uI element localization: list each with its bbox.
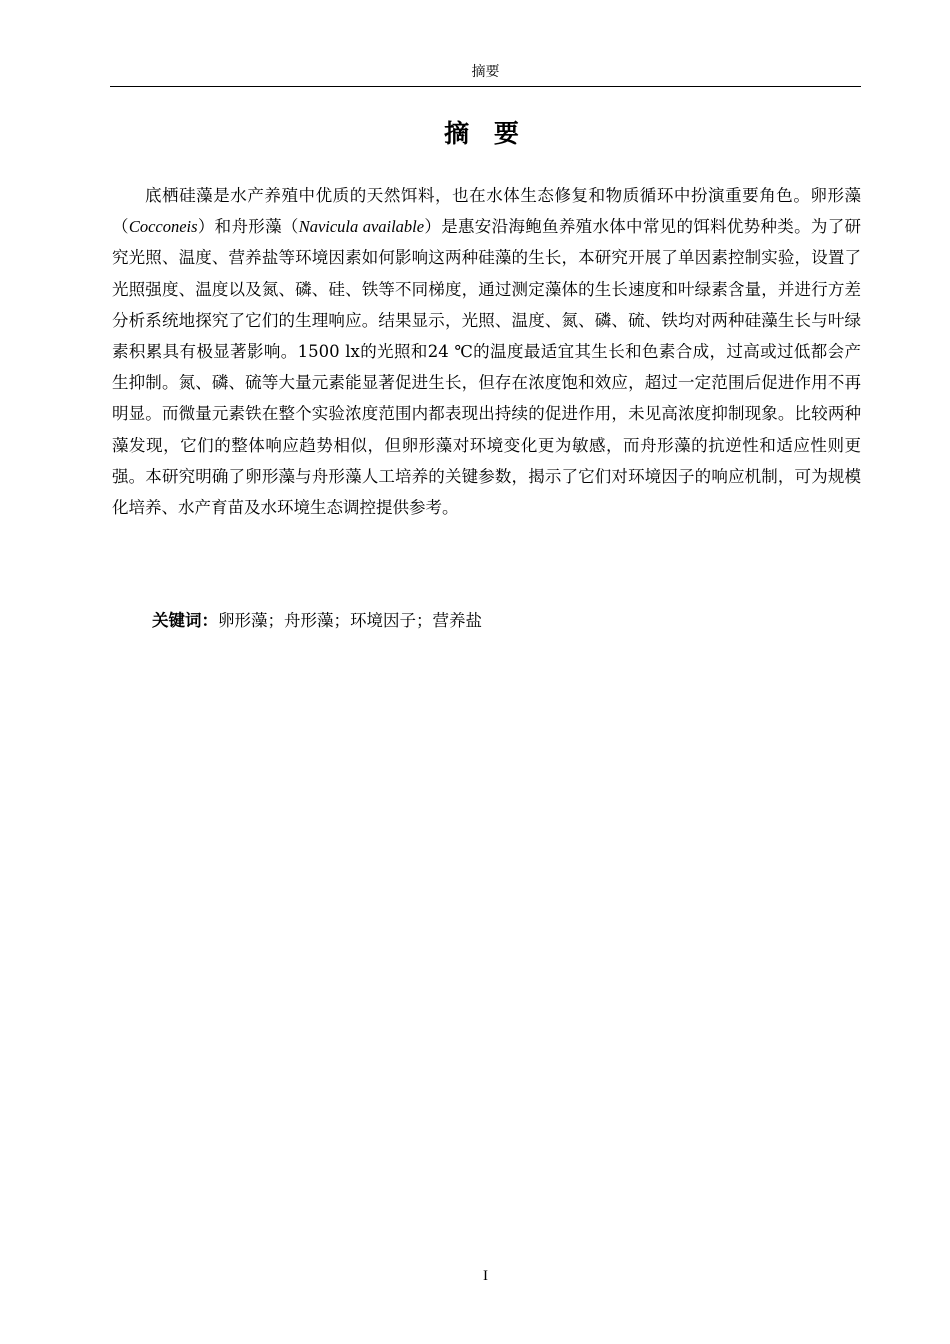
abstract-text-2: ）和舟形藻（ <box>197 217 299 237</box>
keywords-text: 卵形藻；舟形藻；环境因子；营养盐 <box>218 611 482 630</box>
running-header: 摘要 <box>471 64 500 80</box>
species-name-navicula: Navicula available <box>298 217 425 237</box>
abstract-text-3: ）是惠安沿海鲍鱼养殖水体中常见的饵料优势种类。为了研究光照、温度、营养盐等环境因素如何影响这两种硅藻的生长，本研究开展了单因素控制实验，设置了光照强度、温度以及氮、磷、硅、铁等不同梯度，通过测定藻体的生长速度和叶绿素含量，并进行方差分析系统地探究了它们的生理响应。结果显示，光照、温度、氮、磷、硫、铁均对两种硅藻生长与叶绿素积累具有极显著影响。1500 lx的光照和24 ℃的温度最适宜其生长和色素合成，过高或过低都会产生抑制。氮、磷、硫等大量元素能显著促进生长，但存在浓度饱和效应，超过一定范围后促进作用不再明显。而微量元素铁在整个实验浓度范围内都表现出持续的促进作用，未见高浓度抑制现象。比较两种藻发现，它们的整体响应趋势相似，但卵形藻对环境变化更为敏感，而舟形藻的抗逆性和适应性则更强。本研究明确了卵形藻与舟形藻人工培养的关键参数，揭示了它们对环境因子的响应机制，可为规模化培养、水产育苗及水环境生态调控提供参考。 <box>112 217 862 518</box>
header-rule <box>110 86 861 87</box>
page-number: I <box>483 1268 488 1284</box>
abstract-body <box>112 180 861 523</box>
abstract-text-1: 底栖硅藻是水产养殖中优质的天然饵料，也在水体生态修复和物质循环中扮演重要角色。卵形藻（ <box>112 186 861 237</box>
keywords <box>152 607 482 635</box>
species-name-cocconeis: Cocconeis <box>128 217 198 237</box>
page-title: 摘 要 <box>444 119 527 148</box>
keywords-label: 关键词： <box>152 611 218 630</box>
